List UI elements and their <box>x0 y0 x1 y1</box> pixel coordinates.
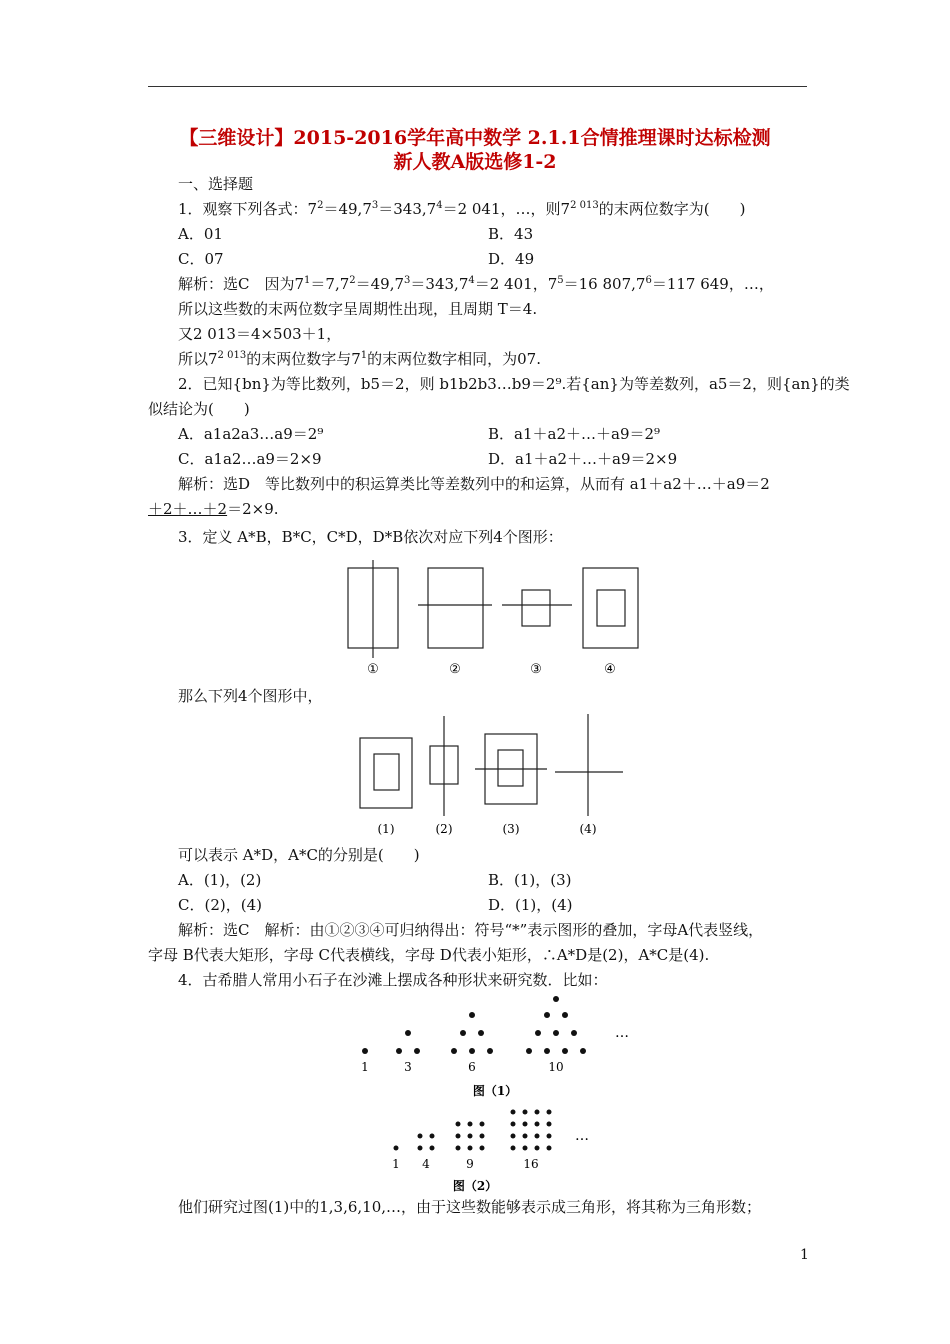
page-number: 1 <box>800 1247 809 1263</box>
q4-last-line: 他们研究过图(1)中的1,3,6,10,…，由于这些数能够表示成三角形，将其称为三角形数； <box>178 1198 762 1216</box>
q3-ask: 可以表示 A*D，A*C的分别是( ) <box>178 846 420 864</box>
q1-explanation-line1: 解析：选C 因为$7^1=7,7^2=49,7^3=343,7^4=2$ 401，$7^5=16$ $807,7^6=117$ 649，…， <box>178 275 774 293</box>
q3-lead: 那么下列4个图形中， <box>178 687 323 705</box>
fig-2-label: ② <box>449 662 461 677</box>
q3-choice-figures <box>350 712 630 840</box>
choice-1-label: (1) <box>377 822 395 836</box>
q4-stem: 4．古希腊人常用小石子在沙滩上摆成各种形状来研究数．比如： <box>178 971 608 989</box>
fig-3-label: ③ <box>530 662 542 677</box>
q3-explanation-line2: 字母 B代表大矩形，字母 C代表横线，字母 D代表小矩形，∴A*D是(2)，A*C是(4). <box>148 946 710 964</box>
q2-option-d: D．a1＋a2＋…＋a9＝2×9 <box>488 450 678 468</box>
fig-4-large-rect <box>583 568 638 648</box>
square-numbers-figure <box>380 1102 610 1194</box>
document-title-line2: 新人教A版选修1-2 <box>393 151 557 173</box>
section-heading: 一、选择题 <box>178 175 254 193</box>
choice-3-label: (3) <box>502 822 520 836</box>
q1-explanation-line2: 所以这些数的末两位数字呈周期性出现，且周期 T＝4. <box>178 300 538 318</box>
q1-stem: 1．观察下列各式：$7^2=49,7^3=343,7^4=2$ 041，…，则$7^{2 013}$的末两位数字为( ) <box>178 200 746 218</box>
fig2-caption: 图（2） <box>452 1179 498 1193</box>
q1-option-c: C．07 <box>178 250 224 268</box>
q2-option-c: C．a1a2…a9＝2×9 <box>178 450 322 468</box>
triangular-numbers-figure <box>350 995 640 1100</box>
fig1-number-1: 1 <box>361 1060 369 1074</box>
choice-2-label: (2) <box>435 822 453 836</box>
choice-1-large-rect <box>360 738 412 808</box>
q1-option-d: D．49 <box>488 250 535 268</box>
q1-option-b: B．43 <box>488 225 534 243</box>
q2-explanation-line1: 解析：选D 等比数列中的积运算类比等差数列中的和运算，从而有 a1＋a2＋…＋a9＝2 <box>178 475 770 493</box>
q3-explanation-line1: 解析：选C 解析：由①②③④可归纳得出：符号“*”表示图形的叠加，字母A代表竖线， <box>178 921 764 939</box>
fig1-number-3: 3 <box>404 1060 412 1074</box>
q3-option-c: C．(2)，(4) <box>178 896 262 914</box>
choice-3-small-rect <box>498 750 523 786</box>
q2-option-a: A．a1a2a3…a9＝2⁹ <box>178 425 324 443</box>
fig1-ellipsis: … <box>615 1025 629 1041</box>
fig1-number-6: 6 <box>468 1060 476 1074</box>
q1-option-a: A．01 <box>178 225 223 243</box>
header-rule <box>148 86 807 87</box>
fig-1-label: ① <box>367 662 379 677</box>
q1-explanation-line3: 又2 013＝4×503＋1， <box>178 325 342 343</box>
q2-stem-line1: 2．已知{bn}为等比数列，b5＝2，则 b1b2b3…b9＝2⁹.若{an}为等差数列，a5＝2，则{an}的类 <box>178 375 850 393</box>
fig2-ellipsis: … <box>575 1128 589 1144</box>
q2-option-b: B．a1＋a2＋…＋a9＝2⁹ <box>488 425 661 443</box>
choice-1-small-rect <box>374 754 399 790</box>
fig-4-small-rect <box>597 590 625 626</box>
fig-2-large-rect <box>428 568 483 648</box>
q1-explanation-line4: 所以$7^{2 013}$的末两位数字与$7^1$的末两位数字相同，为07. <box>178 350 541 368</box>
q3-option-d: D．(1)，(4) <box>488 896 573 914</box>
q3-option-b: B．(1)，(3) <box>488 871 572 889</box>
q2-stem-line2: 似结论为( ) <box>148 400 250 418</box>
q2-explanation-line2: ＋2＋…＋2＝2×9. <box>148 500 279 518</box>
fig-4-label: ④ <box>604 662 616 677</box>
choice-4-label: (4) <box>579 822 597 836</box>
fig2-number-16: 16 <box>523 1157 539 1171</box>
q3-option-a: A．(1)，(2) <box>178 871 262 889</box>
document-title-line1: 【三维设计】2015-2016学年高中数学 2.1.1合情推理课时达标检测 <box>179 127 771 149</box>
fig2-number-9: 9 <box>466 1157 474 1171</box>
fig1-number-10: 10 <box>548 1060 564 1074</box>
fig1-caption: 图（1） <box>472 1084 518 1098</box>
fig-3-small-rect <box>522 590 550 626</box>
q3-stem: 3．定义 A*B，B*C，C*D，D*B依次对应下列4个图形： <box>178 528 563 546</box>
fig2-number-1: 1 <box>392 1157 400 1171</box>
fig2-number-4: 4 <box>422 1157 430 1171</box>
q3-definition-figures <box>330 560 650 680</box>
